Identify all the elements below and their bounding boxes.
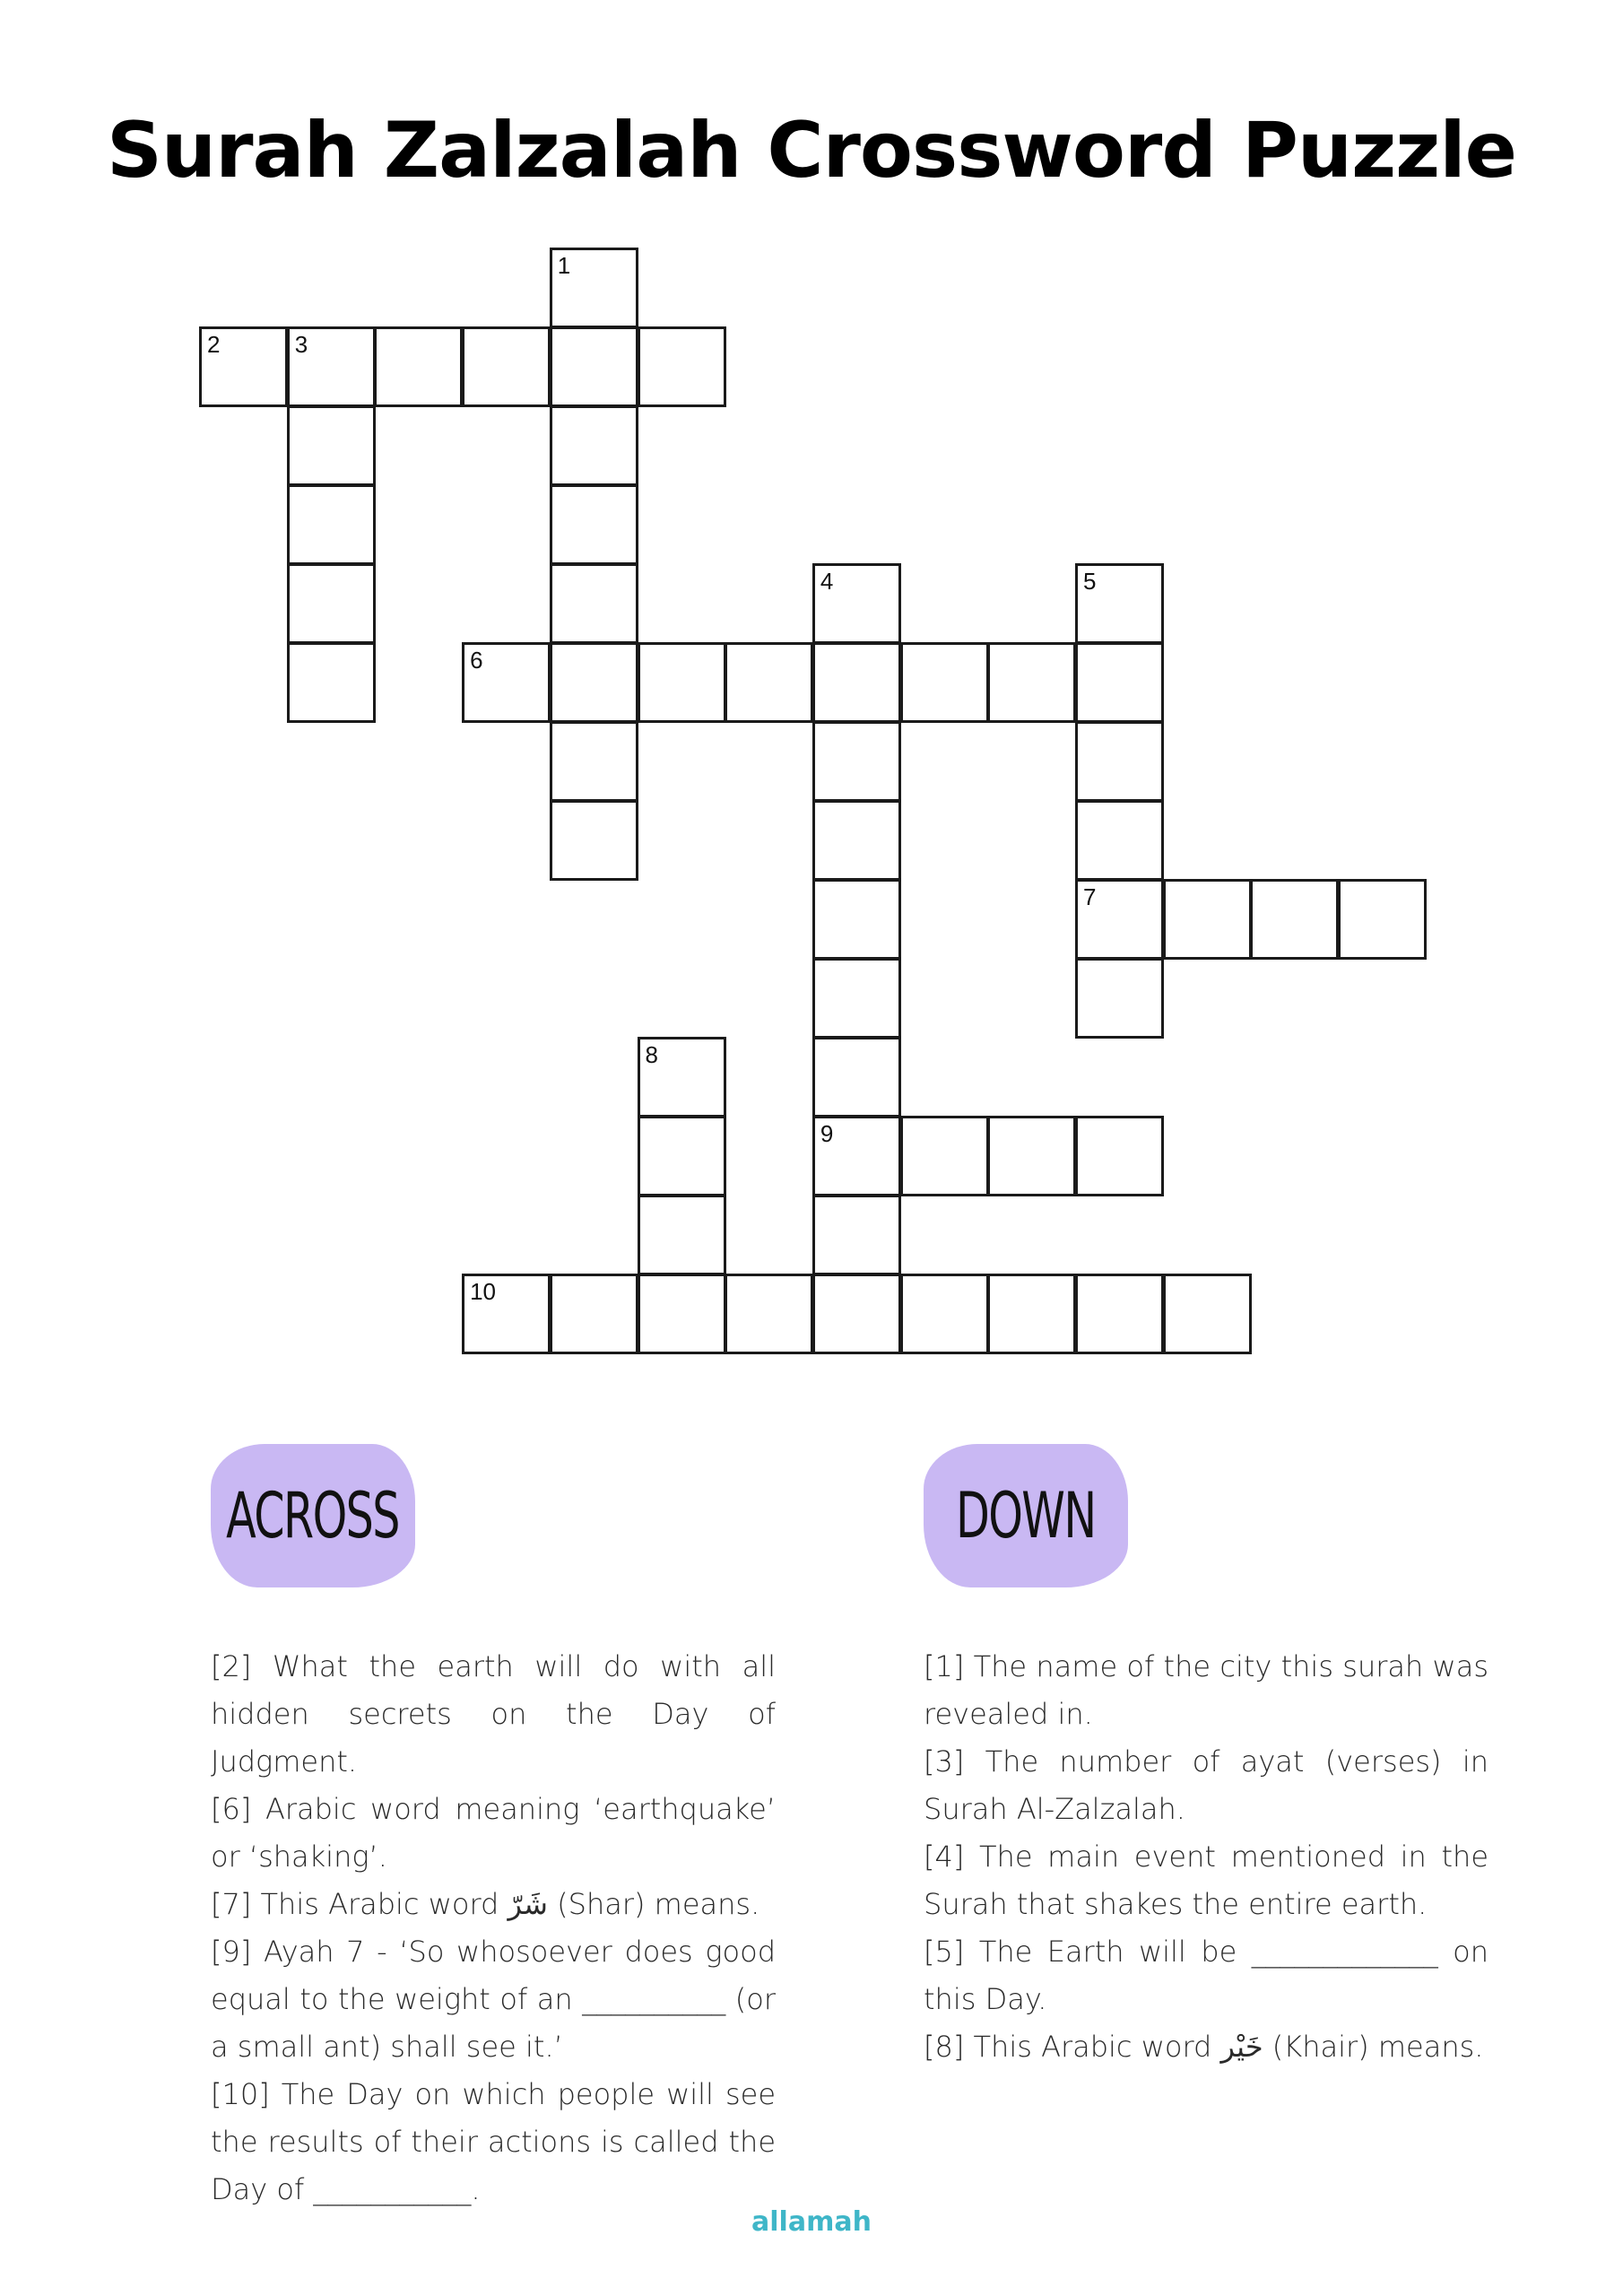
grid-cell[interactable] [638,1195,726,1275]
grid-cell[interactable] [550,563,638,644]
grid-cell[interactable] [550,1274,638,1354]
down-clues [924,1643,1488,2071]
grid-cell[interactable] [287,405,376,486]
grid-cell[interactable] [550,642,638,723]
grid-cell[interactable] [812,1195,901,1275]
down-clue: [3] The number of ayat (verses) in Surah Al-Zalzalah. [924,1744,1488,1826]
grid-cell[interactable] [638,1274,726,1354]
grid-cell[interactable] [725,1274,813,1354]
grid-cell[interactable] [638,326,726,407]
clue-number: 6 [470,647,483,674]
brand-logo: allamah [751,2206,872,2238]
grid-cell[interactable] [725,642,813,723]
grid-cell[interactable] [812,563,901,644]
across-clues [211,1643,776,2213]
clue-number: 2 [207,331,221,358]
grid-cell[interactable] [1075,1116,1164,1196]
across-clue: [6] Arabic word meaning ‘earthquake’ or ‘shaking’. [211,1792,776,1874]
grid-cell[interactable] [1075,958,1164,1039]
grid-cell[interactable] [987,642,1076,723]
grid-cell[interactable] [1163,879,1252,960]
grid-cell[interactable] [638,1116,726,1196]
down-heading: DOWN [956,1479,1096,1552]
clue-number: 5 [1083,568,1097,595]
grid-cell[interactable] [987,1116,1076,1196]
grid-cell[interactable] [462,642,551,723]
grid-cell[interactable] [1075,642,1164,723]
grid-cell[interactable] [812,879,901,960]
grid-cell[interactable] [987,1274,1076,1354]
down-clue: [1] The name of the city this surah was revealed in. [924,1649,1488,1731]
grid-cell[interactable] [550,484,638,565]
grid-cell[interactable] [462,1274,551,1354]
down-clue: [4] The main event mentioned in the Surah that shakes the entire earth. [924,1839,1488,1921]
across-clue: [9] Ayah 7 - ‘So whosoever does good equal to the weight of an __________ (or a small ant) shall see it.’ [211,1935,776,2064]
across-heading-badge [211,1444,415,1587]
clue-number: 8 [645,1041,658,1068]
clue-number: 1 [557,252,571,279]
grid-cell[interactable] [812,1274,901,1354]
down-clue: [8] This Arabic word خَيْر (Khair) means. [924,2030,1484,2064]
grid-cell[interactable] [1075,800,1164,881]
grid-cell[interactable] [812,721,901,802]
grid-cell[interactable] [1075,1274,1164,1354]
down-clue: [5] The Earth will be _____________ on this Day. [924,1935,1488,2016]
clue-number: 4 [820,568,834,595]
grid-cell[interactable] [287,642,376,723]
grid-cell[interactable] [1163,1274,1252,1354]
clue-number: 9 [820,1120,834,1147]
grid-cell[interactable] [638,1037,726,1118]
grid-cell[interactable] [812,1116,901,1196]
grid-cell[interactable] [812,642,901,723]
grid-cell[interactable] [900,1274,989,1354]
grid-cell[interactable] [1338,879,1427,960]
grid-cell[interactable] [1075,879,1164,960]
grid-cell[interactable] [638,642,726,723]
grid-cell[interactable] [1075,563,1164,644]
grid-cell[interactable] [900,1116,989,1196]
grid-cell[interactable] [1075,721,1164,802]
grid-cell[interactable] [287,563,376,644]
grid-cell[interactable] [1250,879,1339,960]
across-clue: [7] This Arabic word شَرّ (Shar) means. [211,1887,760,1921]
grid-cell[interactable] [900,642,989,723]
down-heading-badge [924,1444,1128,1587]
page-title: Surah Zalzalah Crossword Puzzle [106,106,1516,196]
clue-number: 10 [470,1278,497,1305]
grid-cell[interactable] [287,326,376,407]
grid-cell[interactable] [550,248,638,328]
grid-cell[interactable] [550,326,638,407]
grid-cell[interactable] [812,1037,901,1118]
clue-number: 7 [1083,883,1097,910]
across-clue: [2] What the earth will do with all hidden secrets on the Day of Judgment. [211,1649,776,1779]
across-heading: ACROSS [226,1479,400,1552]
grid-cell[interactable] [462,326,551,407]
grid-cell[interactable] [812,958,901,1039]
grid-cell[interactable] [550,405,638,486]
grid-cell[interactable] [812,800,901,881]
across-clue: [10] The Day on which people will see the results of their actions is called the Day of ___________. [211,2077,776,2206]
grid-cell[interactable] [550,721,638,802]
grid-cell[interactable] [550,800,638,881]
grid-cell[interactable] [199,326,288,407]
grid-cell[interactable] [374,326,463,407]
grid-cell[interactable] [287,484,376,565]
clue-number: 3 [294,331,308,358]
